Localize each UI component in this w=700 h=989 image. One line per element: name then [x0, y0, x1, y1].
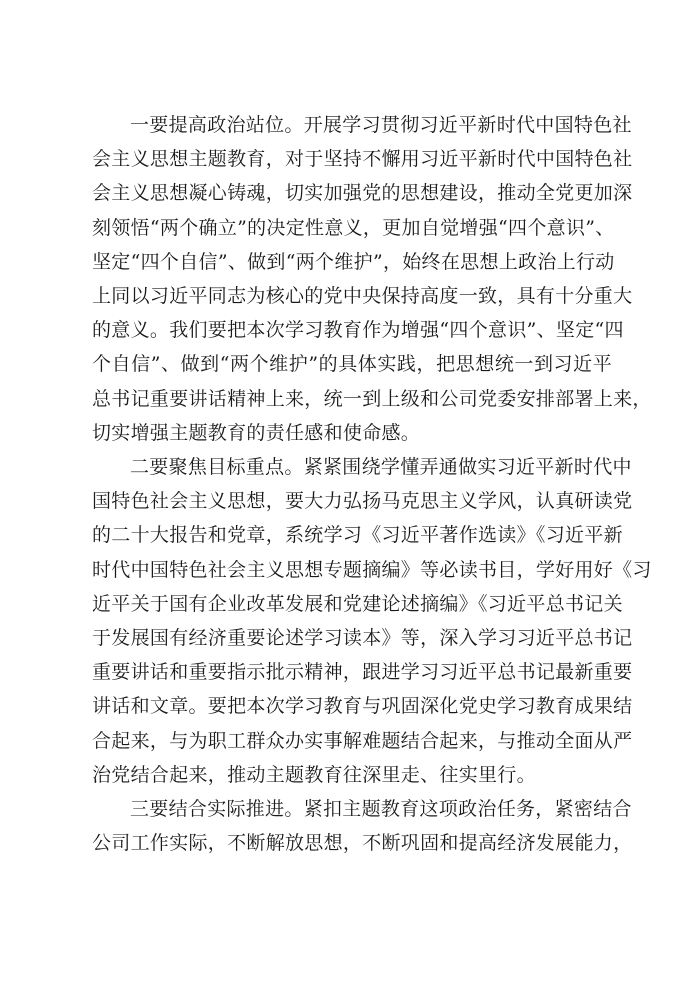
text-line: 国特色社会主义思想，要大力弘扬马克思主义学风，认真研读党 [92, 490, 633, 513]
text-line: 上同以习近平同志为核心的党中央保持高度一致，具有十分重大 [92, 285, 633, 308]
text-line: 治党结合起来，推动主题教育往深里走、往实里行。 [92, 763, 536, 786]
text-line: 的意义。我们要把本次学习教育作为增强“四个意识”、坚定“四 [92, 319, 624, 342]
text-line: 重要讲话和重要指示批示精神，跟进学习习近平总书记最新重要 [92, 661, 633, 684]
text-line: 合起来，与为职工群众办实事解难题结合起来，与推动全面从严 [92, 729, 633, 752]
text-line: 会主义思想凝心铸魂，切实加强党的思想建设，推动全党更加深 [92, 182, 633, 205]
text-line: 于发展国有经济重要论述学习读本》等，深入学习习近平总书记 [92, 627, 633, 650]
text-line: 刻领悟“两个确立”的决定性意义，更加自觉增强“四个意识”、 [92, 216, 615, 239]
document-body [92, 108, 652, 860]
paragraph-focus-goals [92, 450, 652, 792]
text-line: 的二十大报告和党章，系统学习《习近平著作选读》《习近平新 [92, 524, 623, 547]
text-line: 讲话和文章。要把本次学习教育与巩固深化党史学习教育成果结 [92, 695, 633, 718]
text-line: 会主义思想主题教育，对于坚持不懈用习近平新时代中国特色社 [92, 148, 633, 171]
text-line: 近平关于国有企业改革发展和党建论述摘编》《习近平总书记关 [92, 592, 623, 615]
text-line: 个自信”、做到“两个维护”的具体实践，把思想统一到习近平 [92, 353, 612, 376]
text-line: 切实增强主题教育的责任感和使命感。 [92, 421, 421, 444]
text-line: 二要聚焦目标重点。紧紧围绕学懂弄通做实习近平新时代中 [130, 456, 632, 479]
text-line: 一要提高政治站位。开展学习贯彻习近平新时代中国特色社 [130, 114, 632, 136]
text-line: 坚定“四个自信”、做到“两个维护”，始终在思想上政治上行动 [92, 250, 615, 273]
paragraph-political-stance [92, 108, 652, 450]
text-line: 公司工作实际，不断解放思想，不断巩固和提高经济发展能力， [92, 832, 633, 855]
text-line: 三要结合实际推进。紧扣主题教育这项政治任务，紧密结合 [130, 798, 632, 821]
text-line: 时代中国特色社会主义思想专题摘编》等必读书目，学好用好《习 [92, 558, 652, 581]
paragraph-practical-progress [92, 792, 633, 860]
text-line: 总书记重要讲话精神上来，统一到上级和公司党委安排部署上来， [92, 387, 652, 410]
